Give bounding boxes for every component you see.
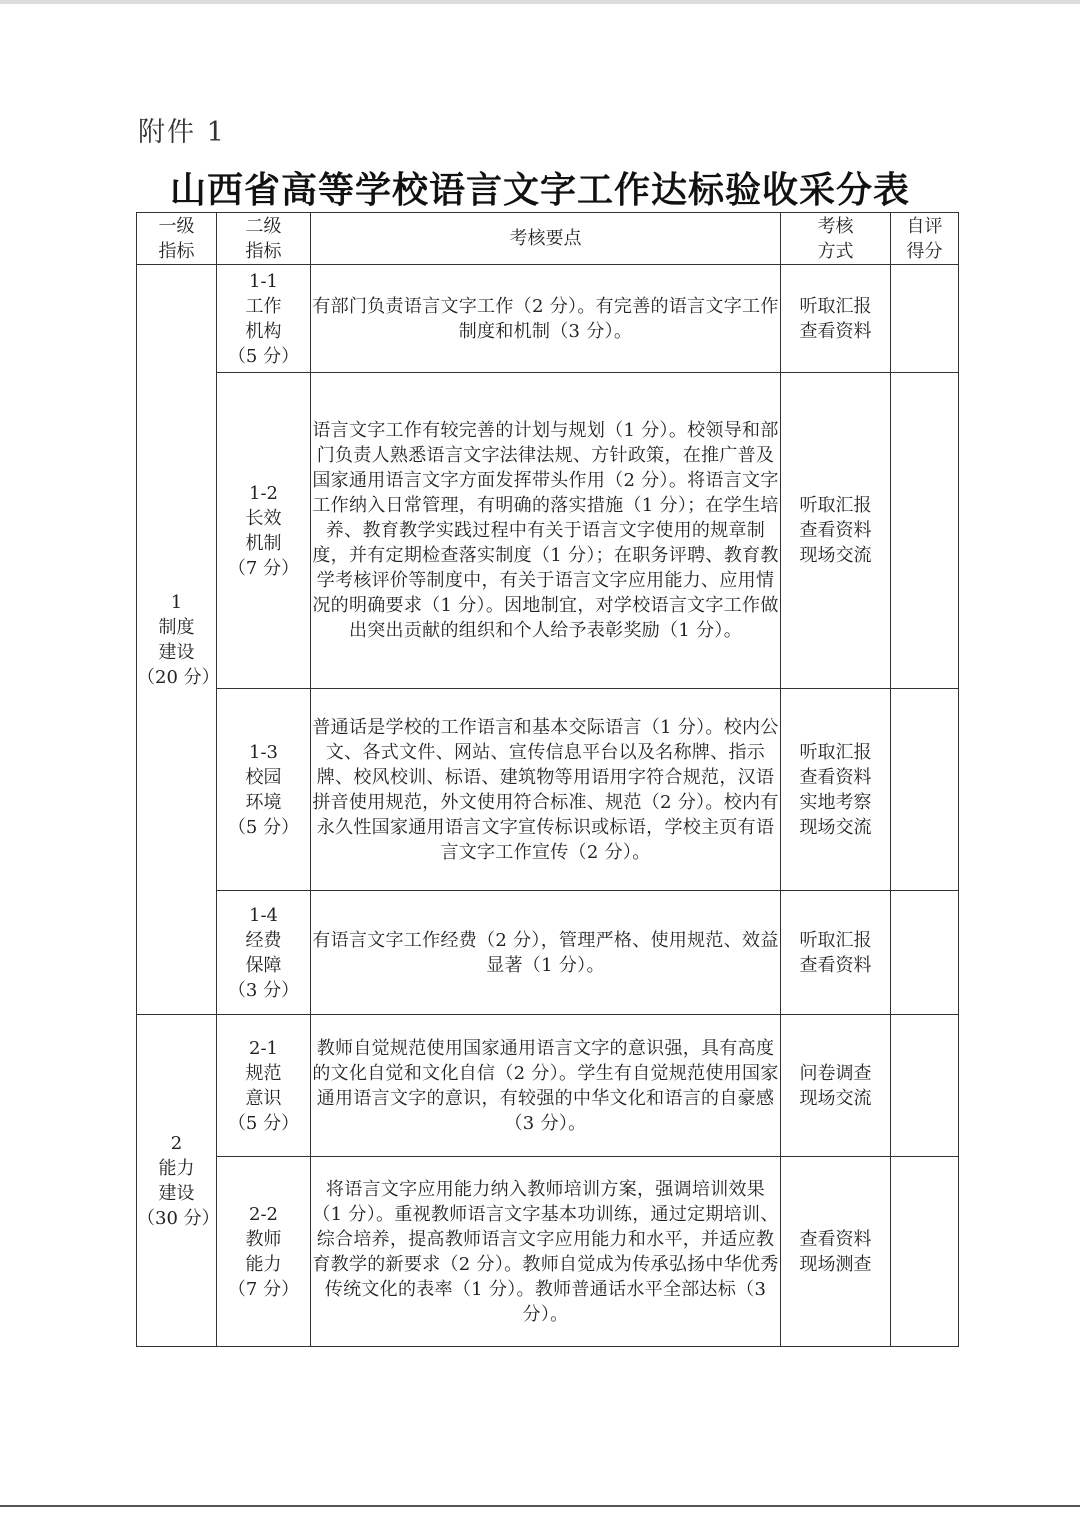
method-cell: 问卷调查 现场交流: [781, 1015, 891, 1157]
self-score-cell[interactable]: [891, 1015, 959, 1157]
scan-edge: [0, 0, 1080, 4]
level2-cell: 2-1 规范 意识 （5 分）: [217, 1015, 311, 1157]
attachment-label: 附件 1: [138, 117, 226, 148]
method-cell: 听取汇报 查看资料 现场交流: [781, 373, 891, 689]
table-row: [137, 1015, 959, 1157]
method-cell: 查看资料 现场测查: [781, 1157, 891, 1347]
page-title: 山西省高等学校语言文字工作达标验收采分表: [169, 169, 910, 211]
table-row: [137, 1157, 959, 1347]
table-row: [137, 265, 959, 373]
level1-cell: 1 制度 建设 （20 分）: [137, 265, 217, 1015]
level1-cell: 2 能力 建设 （30 分）: [137, 1015, 217, 1347]
requirement-text: 有语言文字工作经费（2 分），管理严格、使用规范、效益显著（1 分）。: [311, 891, 781, 1015]
method-cell: 听取汇报 查看资料: [781, 265, 891, 373]
header-method: 考核 方式: [781, 213, 891, 265]
requirement-text: 有部门负责语言文字工作（2 分）。有完善的语言文字工作制度和机制（3 分）。: [311, 265, 781, 373]
scan-bottom-edge: [0, 1505, 1080, 1507]
level2-cell: 2-2 教师 能力 （7 分）: [217, 1157, 311, 1347]
requirement-text: 语言文字工作有较完善的计划与规划（1 分）。校领导和部门负责人熟悉语言文字法律法规、方针政策，在推广普及国家通用语言文字方面发挥带头作用（2 分）。将语言文字工作纳入日常管理，有明确的落实措施（1 分）；在学生培养、教育教学实践过程中有关于语言文字使用的规章制度，并有定期检查落实制度（1 分）；在职务评聘、教育教学考核评价等制度中，有关于语言文字应用能力、应用情况的明确要求（1 分）。因地制宜，对学校语言文字工作做出突出贡献的组织和个人给予表彰奖励（1 分）。: [311, 373, 781, 689]
level2-cell: 1-4 经费 保障 （3 分）: [217, 891, 311, 1015]
table-row: [137, 373, 959, 689]
header-points: 考核要点: [311, 213, 781, 265]
level2-cell: 1-1 工作 机构 （5 分）: [217, 265, 311, 373]
level2-cell: 1-3 校园 环境 （5 分）: [217, 689, 311, 891]
level2-cell: 1-2 长效 机制 （7 分）: [217, 373, 311, 689]
table-row: [137, 891, 959, 1015]
requirement-text: 将语言文字应用能力纳入教师培训方案，强调培训效果（1 分）。重视教师语言文字基本功训练，通过定期培训、综合培养，提高教师语言文字应用能力和水平，并适应教育教学的新要求（2 分）。教师自觉成为传承弘扬中华优秀传统文化的表率（1 分）。教师普通话水平全部达标（3 分）。: [311, 1157, 781, 1347]
requirement-text: 普通话是学校的工作语言和基本交际语言（1 分）。校内公文、各式文件、网站、宣传信息平台以及名称牌、指示牌、校风校训、标语、建筑物等用语用字符合规范，汉语拼音使用规范，外文使用符合标准、规范（2 分）。校内有永久性国家通用语言文字宣传标识或标语，学校主页有语言文字工作宣传（2 分）。: [311, 689, 781, 891]
self-score-cell[interactable]: [891, 689, 959, 891]
header-row: [137, 213, 959, 265]
header-score: 自评 得分: [891, 213, 959, 265]
self-score-cell[interactable]: [891, 1157, 959, 1347]
self-score-cell[interactable]: [891, 265, 959, 373]
header-level1: 一级 指标: [137, 213, 217, 265]
self-score-cell[interactable]: [891, 373, 959, 689]
table-row: [137, 689, 959, 891]
score-table: [136, 212, 959, 1347]
self-score-cell[interactable]: [891, 891, 959, 1015]
method-cell: 听取汇报 查看资料: [781, 891, 891, 1015]
requirement-text: 教师自觉规范使用国家通用语言文字的意识强，具有高度的文化自觉和文化自信（2 分）。学生有自觉规范使用国家通用语言文字的意识，有较强的中华文化和语言的自豪感（3 分）。: [311, 1015, 781, 1157]
header-level2: 二级 指标: [217, 213, 311, 265]
method-cell: 听取汇报 查看资料 实地考察 现场交流: [781, 689, 891, 891]
